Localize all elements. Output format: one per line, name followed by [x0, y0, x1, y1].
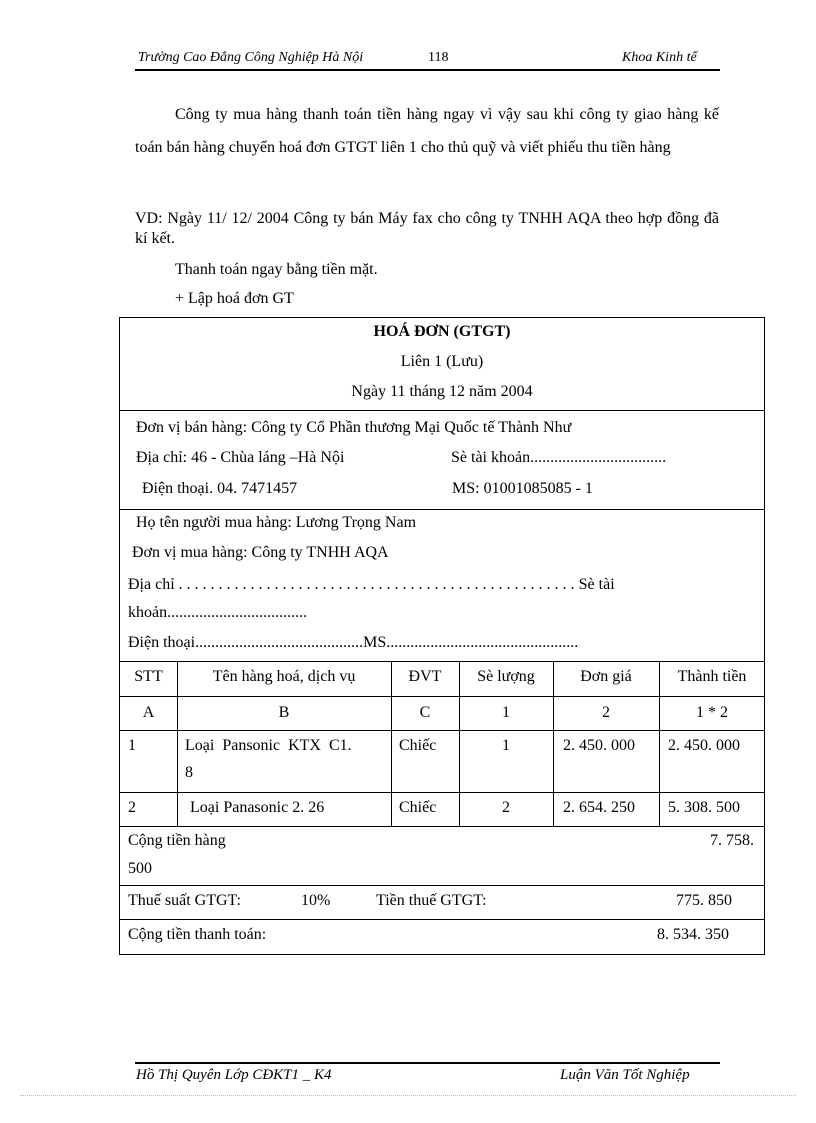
divider: [120, 885, 764, 886]
divider: [120, 509, 764, 510]
row2-stt: 2: [128, 799, 136, 816]
row2-qty: 2: [502, 799, 510, 816]
footer-thesis: Luận Văn Tốt Nghiệp: [560, 1067, 690, 1083]
row2-unit: Chiếc: [399, 799, 437, 816]
row1-qty: 1: [502, 737, 510, 754]
code-cell: 1 * 2: [696, 704, 728, 721]
example-paragraph: VD: Ngày 11/ 12/ 2004 Công ty bán Máy fax cho công ty TNHH AQA theo hợp đồng đã kí kết.: [135, 210, 719, 247]
header-faculty: Khoa Kinh tế: [622, 50, 697, 65]
invoice-title: HOÁ ĐƠN (GTGT): [373, 323, 511, 340]
code-cell: A: [142, 704, 155, 721]
row1-unit: Chiếc: [399, 737, 437, 754]
invoice-date: Ngày 11 tháng 12 năm 2004: [351, 383, 533, 400]
table-top: [120, 661, 764, 662]
buyer-phone: Điện thoại..........................................MS................................................: [128, 634, 579, 651]
col-header-price: Đơn giá: [580, 668, 632, 685]
buyer-account: khoản...................................: [128, 604, 308, 621]
vat-amount-label: Tiền thuế GTGT:: [376, 892, 487, 909]
row1-name-cont: 8: [185, 764, 193, 781]
footer-author: Hồ Thị Quyên Lớp CĐKT1 _ K4: [136, 1067, 332, 1083]
code-cell: 1: [502, 704, 510, 721]
payment-total-value: 8. 534. 350: [657, 926, 729, 943]
header-school: Trường Cao Đẳng Công Nghiệp Hà Nội: [138, 50, 364, 65]
intro-paragraph: Công ty mua hàng thanh toán tiền hàng ngay vì vậy sau khi công ty giao hàng kế toán bán hàng chuyển hoá đơn GTGT liên 1 cho thủ quỹ và viết phiếu thu tiền hàng: [135, 106, 719, 156]
col-header-unit: ĐVT: [408, 668, 442, 685]
code-cell: C: [419, 704, 431, 721]
page-edge: [20, 1095, 796, 1096]
row1-price: 2. 450. 000: [563, 737, 635, 754]
seller-account: Sè tài khoản..................................: [451, 449, 667, 466]
table-rule: [120, 696, 764, 697]
vat-rate: 10%: [301, 892, 331, 909]
goods-total-value-cont: 500: [128, 860, 152, 877]
seller-tax-code: MS: 01001085085 - 1: [452, 480, 593, 497]
buyer-unit: Đơn vị mua hàng: Công ty TNHH AQA: [132, 544, 389, 561]
code-cell: B: [278, 704, 290, 721]
invoice-copy: Liên 1 (Lưu): [400, 353, 484, 370]
seller-address: Địa chỉ: 46 - Chùa láng –Hà Nội: [136, 449, 345, 466]
vat-amount: 775. 850: [676, 892, 732, 909]
buyer-name: Họ tên người mua hàng: Lương Trọng Nam: [136, 514, 417, 531]
table-rule: [120, 730, 764, 731]
row2-price: 2. 654. 250: [563, 799, 635, 816]
col-header-qty: Sè lượng: [477, 668, 535, 685]
row1-amount: 2. 450. 000: [668, 737, 740, 754]
page-number: 118: [428, 50, 449, 65]
buyer-address: Địa chỉ . . . . . . . . . . . . . . . . . . . . . . . . . . . . . . . . . . . . . . . . . . . . . . . . . . Sè tài: [128, 576, 615, 593]
code-cell: 2: [602, 704, 610, 721]
table-rule: [120, 792, 764, 793]
divider: [120, 826, 764, 827]
header-rule: [135, 69, 720, 71]
divider: [120, 919, 764, 920]
row2-name: Loại Panasonic 2. 26: [190, 799, 325, 816]
seller-unit: Đơn vị bán hàng: Công ty Cổ Phần thương Mại Quốc tế Thành Như: [136, 419, 572, 436]
row1-stt: 1: [128, 737, 136, 754]
payment-note: Thanh toán ngay bằng tiền mặt.: [175, 261, 378, 278]
col-header-stt: STT: [134, 668, 163, 685]
goods-total-value: 7. 758.: [710, 832, 754, 849]
create-invoice-note: + Lập hoá đơn GT: [175, 290, 294, 307]
footer-rule: [135, 1062, 720, 1064]
goods-total-label: Cộng tiền hàng: [128, 832, 226, 849]
col-header-name: Tên hàng hoá, dịch vụ: [212, 668, 356, 685]
vat-rate-label: Thuế suất GTGT:: [128, 892, 241, 909]
col-header-amount: Thành tiền: [677, 668, 747, 685]
payment-total-label: Cộng tiền thanh toán:: [128, 926, 267, 943]
row1-name: Loại Pansonic KTX C1.: [185, 737, 352, 754]
row2-amount: 5. 308. 500: [668, 799, 740, 816]
divider: [120, 410, 764, 411]
invoice: [119, 317, 765, 955]
seller-phone: Điện thoại. 04. 7471457: [142, 480, 298, 497]
